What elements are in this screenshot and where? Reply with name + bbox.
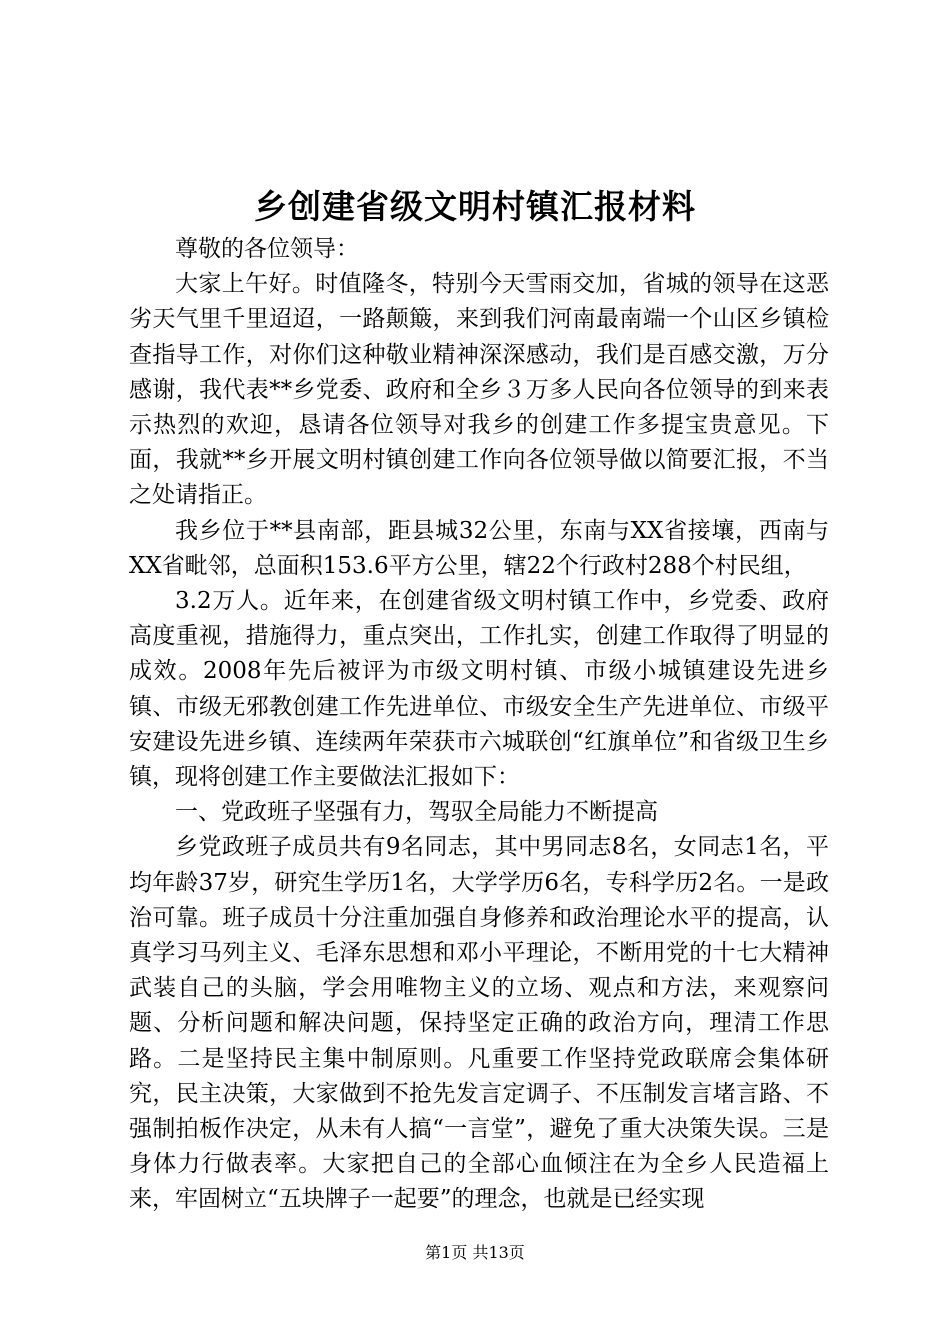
salutation-paragraph: 尊敬的各位领导： <box>175 236 359 262</box>
section-heading-1: 一、党政班子坚强有力，驾驭全局能力不断提高 <box>175 799 658 826</box>
document-title: 乡创建省级文明村镇汇报材料 <box>254 187 696 226</box>
location-paragraph: 我乡位于**县南部，距县城32公里，东南与XX省接壤，西南与XX省毗邻，总面积153.6平方公里，辖22个行政村288个村民组， <box>129 517 829 579</box>
leadership-paragraph: 乡党政班子成员共有9名同志，其中男同志8名，女同志1名，平均年龄37岁，研究生学历1名，大学学历6名，专科学历2名。一是政治可靠。班子成员十分注重加强自身修养和政治理论水平的提高，认真学习马列主义、毛泽东思想和邓小平理论，不断用党的十七大精神武装自己的头脑，学会用唯物主义的立场、观点和方法，来观察问题、分析问题和解决问题，保持坚定正确的政治方向，理清工作思路。二是坚持民主集中制原则。凡重要工作坚持党政联席会集体研究，民主决策，大家做到不抢先发言定调子、不压制发言堵言路、不强制拍板作决定，从未有人搞“一言堂”，避免了重大决策失误。三是身体力行做表率。大家把自己的全部心血倾注在为全乡人民造福上来，牢固树立“五块牌子一起要”的理念，也就是已经实现 <box>129 834 829 1213</box>
achievements-paragraph: 3.2万人。近年来，在创建省级文明村镇工作中，乡党委、政府高度重视，措施得力，重点突出，工作扎实，创建工作取得了明显的成效。2008年先后被评为市级文明村镇、市级小城镇建设先进乡镇、市级无邪教创建工作先进单位、市级安全生产先进单位、市级平安建设先进乡镇、连续两年荣获市六城联创“红旗单位”和省级卫生乡镇，现将创建工作主要做法汇报如下： <box>129 588 829 791</box>
opening-paragraph: 大家上午好。时值隆冬，特别今天雪雨交加，省城的领导在这恶劣天气里千里迢迢，一路颠簸，来到我们河南最南端一个山区乡镇检查指导工作，对你们这种敬业精神深深感动，我们是百感交激，万分感谢，我代表**乡党委、政府和全乡３万多人民向各位领导的到来表示热烈的欢迎，恳请各位领导对我乡的创建工作多提宝贵意见。下面，我就**乡开展文明村镇创建工作向各位领导做以简要汇报，不当之处请指正。 <box>129 271 829 509</box>
page-number-footer: 第1页 共13页 <box>425 1243 525 1262</box>
document-body <box>129 232 829 1218</box>
